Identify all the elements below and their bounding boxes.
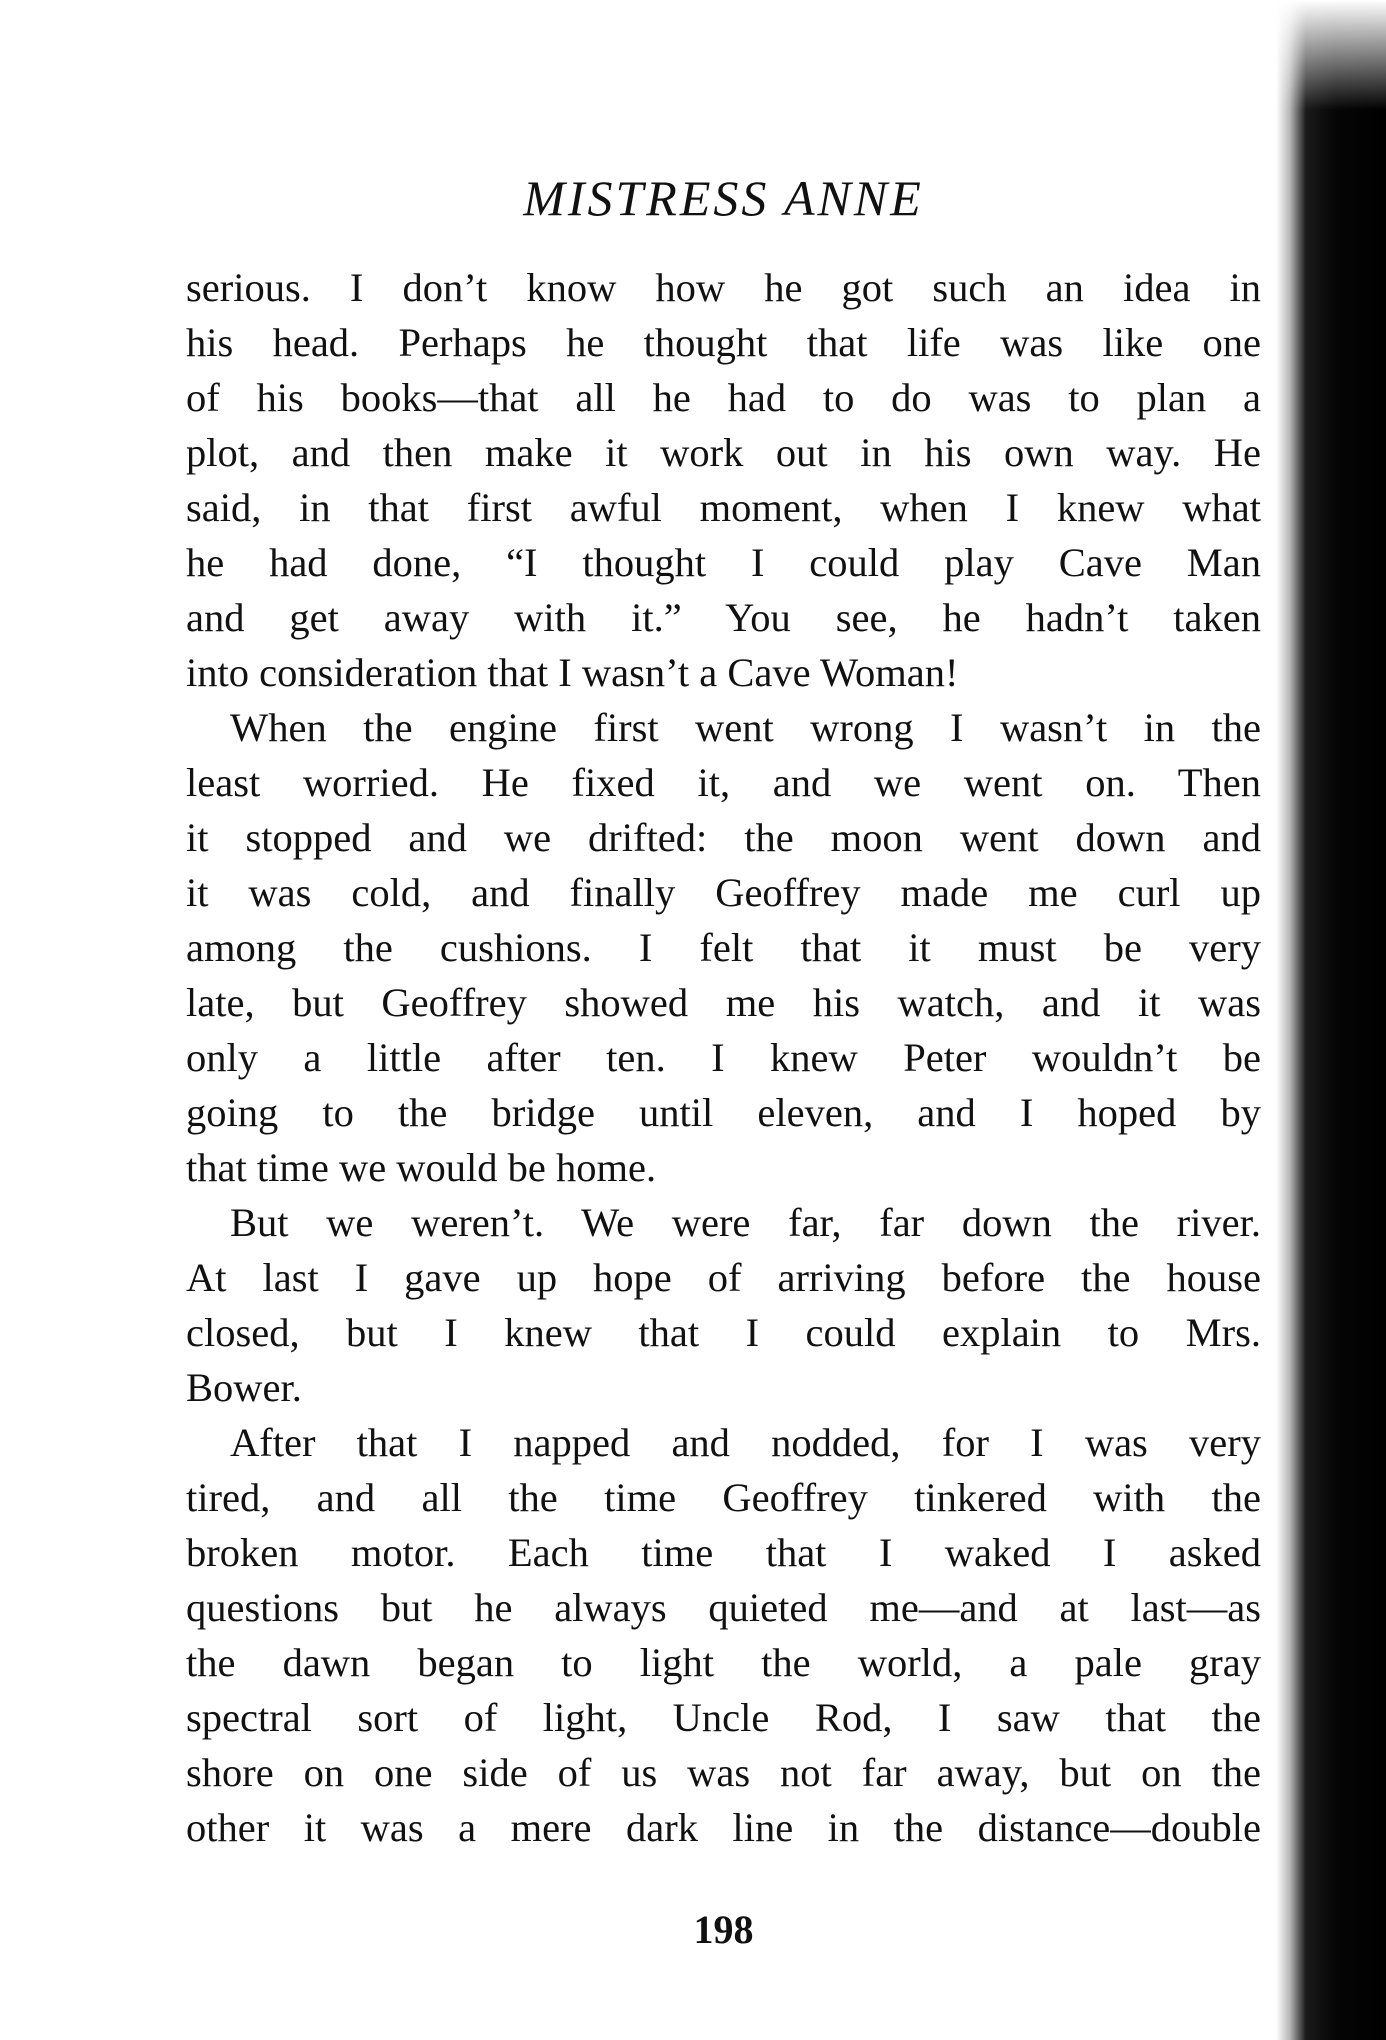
text-line: going to the bridge until eleven, and I hoped by <box>186 1090 1261 1135</box>
text-line: of his books—that all he had to do was to plan a <box>186 375 1261 420</box>
body-text <box>186 260 1261 1855</box>
text-line: his head. Perhaps he thought that life was like one <box>186 320 1261 365</box>
page-number: 198 <box>693 1907 754 1952</box>
binding-shadow <box>1276 0 1386 2040</box>
text-line: serious. I don’t know how he got such an idea in <box>186 265 1261 310</box>
text-line: spectral sort of light, Uncle Rod, I saw that the <box>186 1695 1261 1740</box>
text-line: But we weren’t. We were far, far down the river. <box>230 1200 1261 1245</box>
text-line: it was cold, and finally Geoffrey made me curl up <box>186 870 1261 915</box>
text-line: into consideration that I wasn’t a Cave Woman! <box>186 650 959 695</box>
text-line: shore on one side of us was not far away, but on the <box>186 1750 1261 1795</box>
text-line: late, but Geoffrey showed me his watch, and it was <box>186 980 1261 1025</box>
text-line: When the engine first went wrong I wasn’t in the <box>230 705 1261 750</box>
text-line: tired, and all the time Geoffrey tinkered with the <box>186 1475 1261 1520</box>
text-line: said, in that first awful moment, when I knew what <box>186 485 1261 530</box>
text-line: questions but he always quieted me—and at last—as <box>186 1585 1261 1630</box>
text-line: he had done, “I thought I could play Cave Man <box>186 540 1261 585</box>
text-line: least worried. He fixed it, and we went on. Then <box>186 760 1261 805</box>
text-line: among the cushions. I felt that it must be very <box>186 925 1261 970</box>
running-head: MISTRESS ANNE <box>523 170 924 226</box>
text-line: only a little after ten. I knew Peter wouldn’t be <box>186 1035 1261 1080</box>
text-line: closed, but I knew that I could explain to Mrs. <box>186 1310 1261 1355</box>
text-line: other it was a mere dark line in the distance—double <box>186 1805 1261 1850</box>
text-line: it stopped and we drifted: the moon went down and <box>186 815 1261 860</box>
text-line: that time we would be home. <box>186 1145 657 1190</box>
text-line: Bower. <box>186 1365 302 1410</box>
text-line: plot, and then make it work out in his own way. He <box>186 430 1261 475</box>
text-line: the dawn began to light the world, a pale gray <box>186 1640 1261 1685</box>
text-line: broken motor. Each time that I waked I asked <box>186 1530 1261 1575</box>
text-line: and get away with it.” You see, he hadn’t taken <box>186 595 1261 640</box>
text-line: After that I napped and nodded, for I was very <box>230 1420 1261 1465</box>
binding-shadow-fade <box>1276 0 1386 110</box>
text-line: At last I gave up hope of arriving before the house <box>186 1255 1261 1300</box>
